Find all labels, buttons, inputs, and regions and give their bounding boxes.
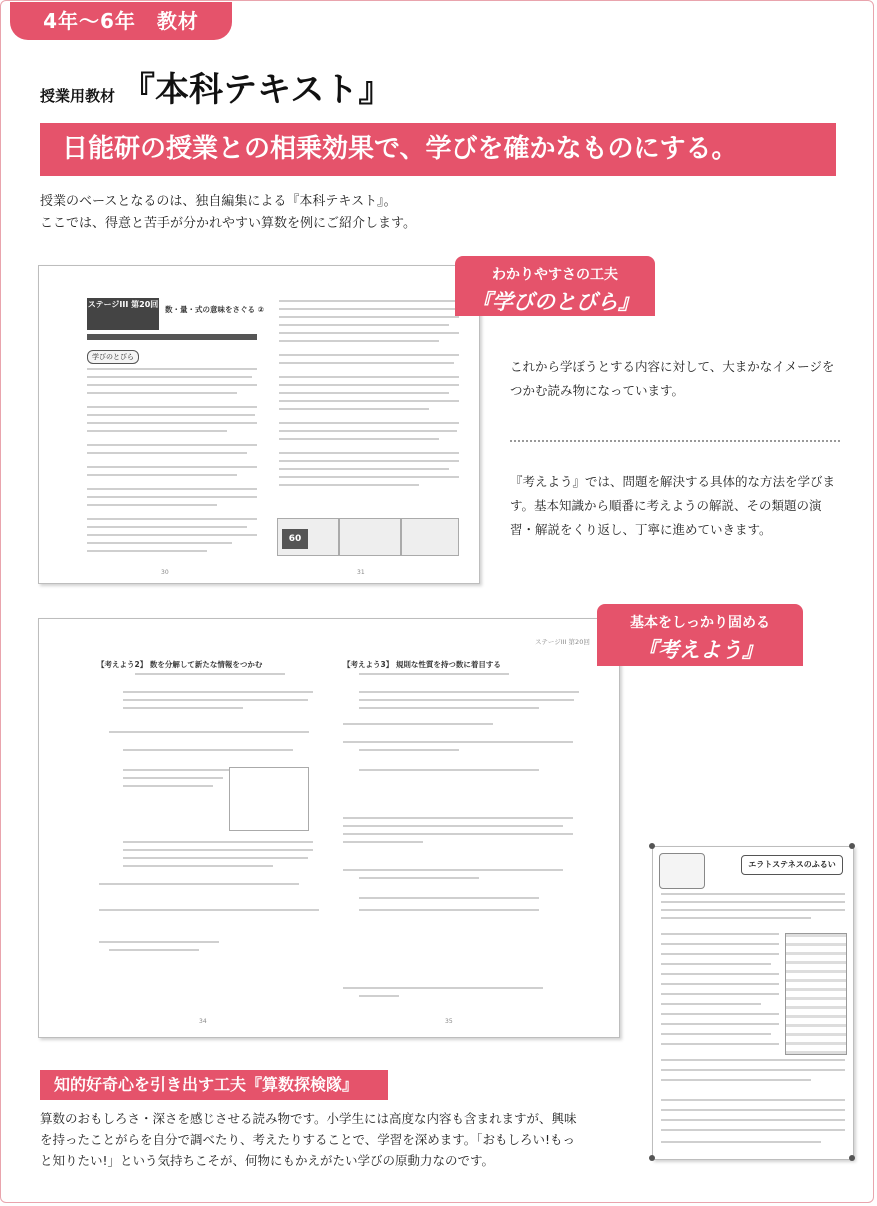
corner-mark (849, 843, 855, 849)
kangaeyou-2-heading: 【考えよう2】 数を分解して新たな情報をつかむ (97, 660, 263, 669)
tankentai-label: 知的好奇心を引き出す工夫『算数探検隊』 (40, 1070, 388, 1100)
label-2-big: 『考えよう』 (637, 638, 763, 662)
textbook-spread-1 (38, 265, 480, 584)
factor-diagram (229, 767, 309, 831)
pieces-illustration (401, 518, 459, 556)
label-1-big: 『学びのとびら』 (471, 290, 639, 314)
label-1-small: わかりやすさの工夫 (492, 267, 618, 283)
hammer-illustration (339, 518, 401, 556)
intro-line-2: ここでは、得意と苦手が分かれやすい算数を例にご紹介します。 (40, 216, 416, 231)
heading-rule (87, 334, 257, 340)
eratosthenes-title: エラトステネスのふるい (741, 855, 843, 875)
page-number-left: 30 (161, 569, 169, 576)
manabi-tag: 学びのとびら (87, 350, 139, 364)
grade-tab: 4年〜6年 教材 (10, 2, 232, 40)
corner-mark (649, 843, 655, 849)
section2-description: 『考えよう』では、問題を解決する具体的な方法を学びます。基本知識から順番に考えようの解説、その類題の演習・解説をくり返し、丁寧に進めていきます。 (510, 474, 836, 537)
label-2-small: 基本をしっかり固める (630, 615, 770, 631)
page-title (40, 62, 392, 111)
intro-line-1: 授業のベースとなるのは、独自編集による『本科テキスト』。 (40, 194, 397, 209)
page-number-right: 31 (357, 569, 365, 576)
label-kangaeyou (597, 604, 803, 666)
label-manabi-no-tobira (455, 256, 655, 316)
number-sieve-table (785, 933, 847, 1055)
page-number-34: 34 (199, 1018, 207, 1025)
page-number-35: 35 (445, 1018, 453, 1025)
stage-badge: ステージIII 第20回 (87, 298, 159, 330)
section3-description: 算数のおもしろさ・深さを感じさせる読み物です。小学生には高度な内容も含まれますが、興味を持ったことがらを自分で調べたり、考えたりすることで、学習を深めます。「おもしろい!もっと知りたい!」という気持ちこそが、何物にもかえがたい学びの原動力なのです。 (40, 1111, 577, 1168)
intro-text (40, 191, 416, 235)
kangaeyou-3-heading: 【考えよう3】 規則な性質を持つ数に着目する (343, 660, 501, 669)
dotted-divider (510, 440, 840, 442)
sansu-tankentai-page (652, 846, 854, 1160)
tile-illustration (277, 518, 339, 556)
section1-description: これから学ぼうとする内容に対して、大まかなイメージをつかむ読み物になっています。 (510, 359, 835, 398)
title-prefix: 授業用教材 (40, 87, 116, 105)
headline-banner: 日能研の授業との相乗効果で、学びを確かなものにする。 (40, 123, 836, 176)
spread-heading: 数・量・式の意味をさぐる ② (165, 305, 264, 314)
running-head: ステージIII 第20回 (535, 638, 590, 646)
tankentai-badge (659, 853, 705, 889)
textbook-spread-2 (38, 618, 620, 1038)
tile-number: 60 (282, 529, 308, 549)
corner-mark (849, 1155, 855, 1161)
title-main: 『本科テキスト』 (121, 70, 393, 110)
corner-mark (649, 1155, 655, 1161)
